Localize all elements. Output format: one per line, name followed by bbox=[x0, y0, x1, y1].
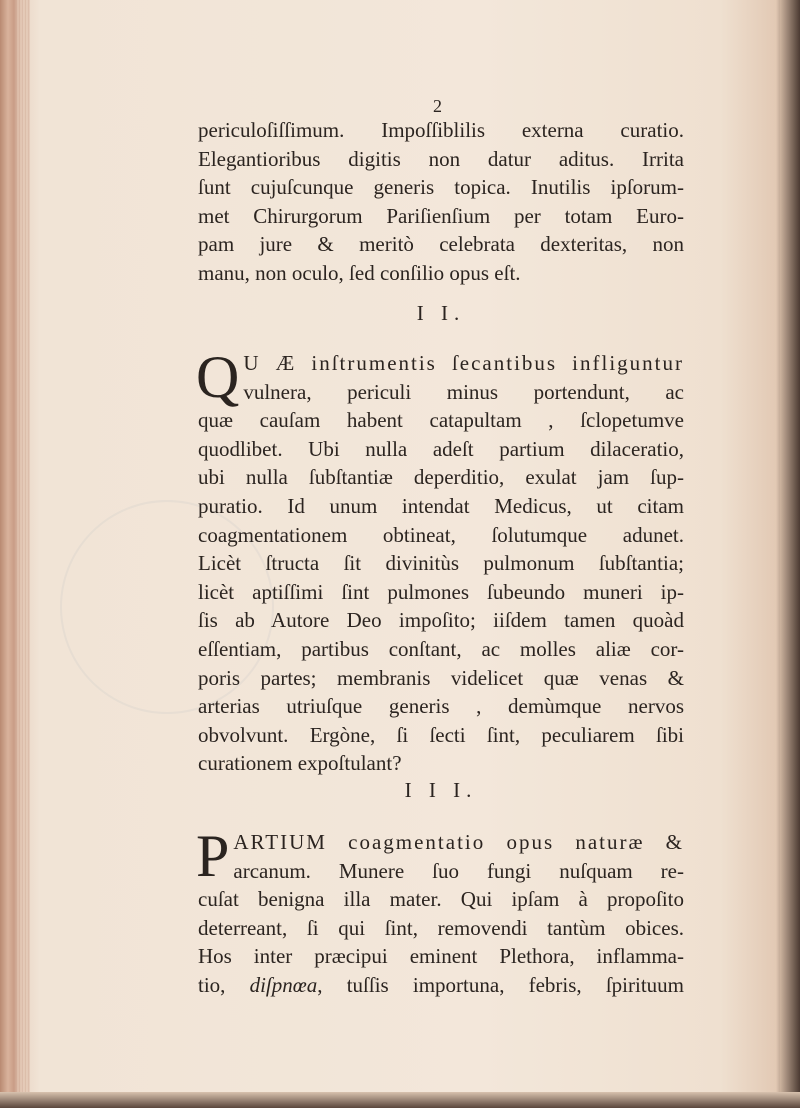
text-line: pam jure & meritò celebrata dexteritas, non bbox=[198, 232, 684, 257]
text-line: U Æ inſtrumentis ſecantibus infliguntur bbox=[243, 351, 684, 375]
page-number: 2 bbox=[433, 96, 442, 116]
binding-shadow bbox=[780, 0, 800, 1108]
text-line bbox=[198, 971, 684, 1000]
bottom-shadow bbox=[0, 1092, 800, 1108]
text-line: arterias utriuſque generis , demùmque nervos bbox=[198, 694, 684, 719]
text-line: quodlibet. Ubi nulla adeſt partium dilaceratio, bbox=[198, 436, 684, 461]
intro-paragraph bbox=[198, 116, 684, 288]
section-heading-2-wrap bbox=[198, 299, 684, 328]
text-line: ſunt cujuſcunque generis topica. Inutilis ipſorum- bbox=[198, 175, 684, 200]
section-2-paragraph bbox=[196, 344, 684, 778]
text-line: quæ cauſam habent catapultam , ſclopetumve bbox=[198, 408, 684, 433]
section-3-paragraph bbox=[196, 823, 685, 1000]
text-fragment: , tuſſis importuna, febris, ſpirituum bbox=[317, 972, 685, 997]
drop-cap: Q bbox=[196, 344, 240, 410]
text-fragment: tio, bbox=[198, 972, 250, 997]
text-line: manu, non oculo, ſed conſilio opus eſt. bbox=[198, 260, 521, 285]
text-line: Hos inter præcipui eminent Plethora, inflamma- bbox=[198, 944, 684, 969]
text-line: poris partes; membranis videlicet quæ venas & bbox=[198, 665, 684, 690]
text-line: Elegantioribus digitis non datur aditus. Irrita bbox=[198, 146, 684, 171]
text-line: ubi nulla ſubſtantiæ deperditio, exulat jam ſup- bbox=[198, 465, 684, 490]
text-line: curationem expoſtulant? bbox=[198, 751, 402, 776]
italic-term: diſpnœa bbox=[249, 972, 318, 997]
text-line: ſis ab Autore Deo impoſito; iiſdem tamen quoàd bbox=[198, 608, 684, 633]
text-line: periculoſiſſimum. Impoſſiblilis externa curatio. bbox=[198, 118, 684, 142]
text-line: ARTIUM coagmentatio opus naturæ & bbox=[233, 830, 684, 854]
text-line: coagmentationem obtineat, ſolutumque adunet. bbox=[198, 522, 684, 547]
section-heading: I I. bbox=[416, 301, 466, 325]
page-edge bbox=[16, 0, 30, 1108]
text-line: arcanum. Munere ſuo fungi nuſquam re- bbox=[233, 858, 684, 883]
text-line: eſſentiam, partibus conſtant, ac molles aliæ cor- bbox=[198, 636, 684, 661]
text-line: licèt aptiſſimi ſint pulmones ſubeundo muneri ip- bbox=[198, 579, 684, 604]
text-line: Licèt ſtructa ſit divinitùs pulmonum ſubſtantia; bbox=[198, 551, 684, 576]
section-heading: I I I. bbox=[404, 778, 478, 802]
text-line: met Chirurgorum Pariſienſium per totam Euro- bbox=[198, 203, 684, 228]
text-line: puratio. Id unum intendat Medicus, ut citam bbox=[198, 493, 684, 518]
section-heading-3-wrap bbox=[198, 776, 684, 805]
drop-cap: P bbox=[196, 823, 230, 889]
text-line: cuſat benigna illa mater. Qui ipſam à propoſito bbox=[198, 887, 684, 912]
text-line: deterreant, ſi qui ſint, removendi tantùm obices. bbox=[198, 915, 684, 940]
text-line: obvolvunt. Ergòne, ſi ſecti ſint, peculiarem ſibi bbox=[198, 722, 684, 747]
text-line: vulnera, periculi minus portendunt, ac bbox=[243, 379, 684, 404]
